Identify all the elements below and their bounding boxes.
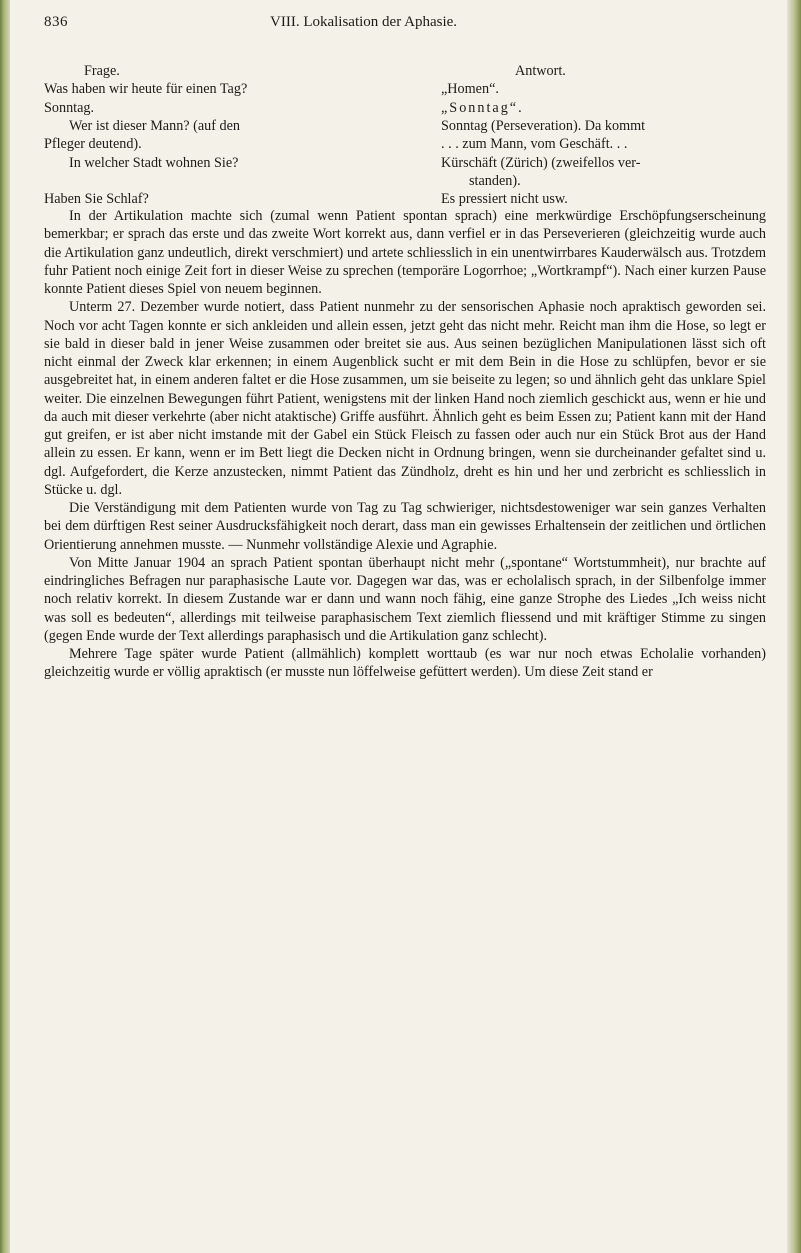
answer-column-header: Antwort. — [515, 63, 566, 79]
paragraph-apraxia: Unterm 27. Dezember wurde notiert, dass Patient nunmehr zu der sensorischen Aphasie noch apraktisch geworden sei. Noch vor acht Tagen konnte er sich ankleiden und allein essen, jetzt geht das nicht mehr. Reicht man ihm die Hose, so legt er sie bald in dieser bald in jener Weise zusammen oder breitet sie aus. Aus seinen bezüglichen Manipulationen lässt sich oft nicht einmal der Zweck klar erkennen; in einem Augenblick sucht er mit dem Bein in die Hose zu schlüpfen, bevor er sie ausgebreitet hat, in einem anderen faltet er die Hose zusammen, um sie beiseite zu legen; so und ähnlich geht das unklare Spiel weiter. Die einzelnen Bewegungen führt Patient, wenigstens mit der linken Hand noch ziemlich geschickt aus, wenn er hie und da auch mit dieser verkehrte (aber nicht ataktische) Griffe ausführt. Ähnlich geht es beim Essen zu; Patient kann mit der Hand gut greifen, er ist aber nicht imstande mit der Gabel ein Stück Fleisch zu fassen oder auch nur ein Stück Brot aus der Hand allein zu essen. Er kann, wenn er im Bett liegt die Decken nicht in Ordnung bringen, wenn sie durcheinander gefaltet sind u. dgl. Aufgefordert, die Kerze anzustecken, nimmt Patient das Zündholz, dreht es hin und her und zerbricht es schliesslich in Stücke u. dgl. — [44, 299, 766, 498]
book-gutter-edge — [0, 0, 10, 1253]
question-5: Haben Sie Schlaf? — [44, 191, 149, 208]
paragraph-communication: Die Verständigung mit dem Patienten wurde von Tag zu Tag schwieriger, nichtsdestoweniger war sein ganzes Verhalten bei dem dürftigen Rest seiner Ausdrucksfähigkeit noch derart, dass man ein gewisses Erhaltensein der zeitlichen und örtlichen Orientierung annehmen musste. — Nunmehr vollständige Alexie und Agraphie. — [44, 500, 766, 553]
question-column-header: Frage. — [84, 63, 120, 79]
chapter-title: VIII. Lokalisation der Aphasie. — [270, 14, 458, 30]
answer-4-line-1: Kürschäft (Zürich) (zweifellos ver- — [441, 154, 641, 171]
running-head — [44, 14, 766, 42]
answer-2: „Sonntag“. — [441, 99, 524, 116]
answer-5: Es pressiert nicht usw. — [441, 191, 568, 208]
answer-3-line-1: Sonntag (Perseveration). Da kommt — [441, 118, 646, 134]
paragraph-articulation: In der Artikulation machte sich (zumal wenn Patient spontan sprach) eine merkwürdige Erschöpfungserscheinung bemerkbar; er sprach das erste und das zweite Wort korrekt aus, dann verfiel er in das Perseverieren (gleichzeitig wurde auch die Artikulation ganz undeutlich, direkt verschmiert) und artete schliesslich in ein unentwirrbares Kauderwälsch aus. Trotzdem fuhr Patient noch einige Zeit fort in dieser Weise zu sprechen (temporäre Logorrhoe; „Wortkrampf“). Nach einer kurzen Pause konnte Patient dieses Spiel von neuem beginnen. — [44, 208, 766, 297]
question-3-line-1: Wer ist dieser Mann? (auf den — [69, 118, 241, 134]
page-number: 836 — [44, 14, 68, 30]
answer-1: „Homen“. — [441, 81, 499, 97]
paragraph-january: Von Mitte Januar 1904 an sprach Patient spontan überhaupt nicht mehr („spontane“ Wortstummheit), nur brachte auf eindringliches Befragen nur paraphasische Laute vor. Dagegen war das, was er echolalisch sprach, in der Silbenfolge immer noch relativ korrekt. In diesem Zustande war er dann und wann noch fähig, eine ganze Strophe des Liedes „Ich weiss nicht was soll es bedeuten“, allerdings mit teilweise paraphasischem Text ziemlich fliessend und mit kräftiger Stimme zu singen (gegen Ende wurde der Text allerdings paraphasisch und die Artikulation ganz schlecht). — [44, 554, 766, 644]
question-answer-table — [44, 62, 766, 267]
question-1: Was haben wir heute für einen Tag? — [44, 81, 248, 97]
answer-3-line-2: . . . zum Mann, vom Geschäft. . . — [441, 136, 628, 153]
question-4: In welcher Stadt wohnen Sie? — [69, 154, 239, 171]
question-3-line-2: Pfleger deutend). — [44, 136, 142, 153]
answer-4-line-2: standen). — [469, 173, 521, 189]
book-page — [44, 14, 766, 682]
question-2: Sonntag. — [44, 99, 95, 116]
paragraph-later: Mehrere Tage später wurde Patient (allmählich) komplett worttaub (es war nur noch etwas Echolalie vorhanden) gleichzeitig wurde er völlig apraktisch (er musste nun löffelweise gefüttert werden). Um diese Zeit stand er — [44, 646, 766, 681]
body-text — [44, 207, 766, 682]
